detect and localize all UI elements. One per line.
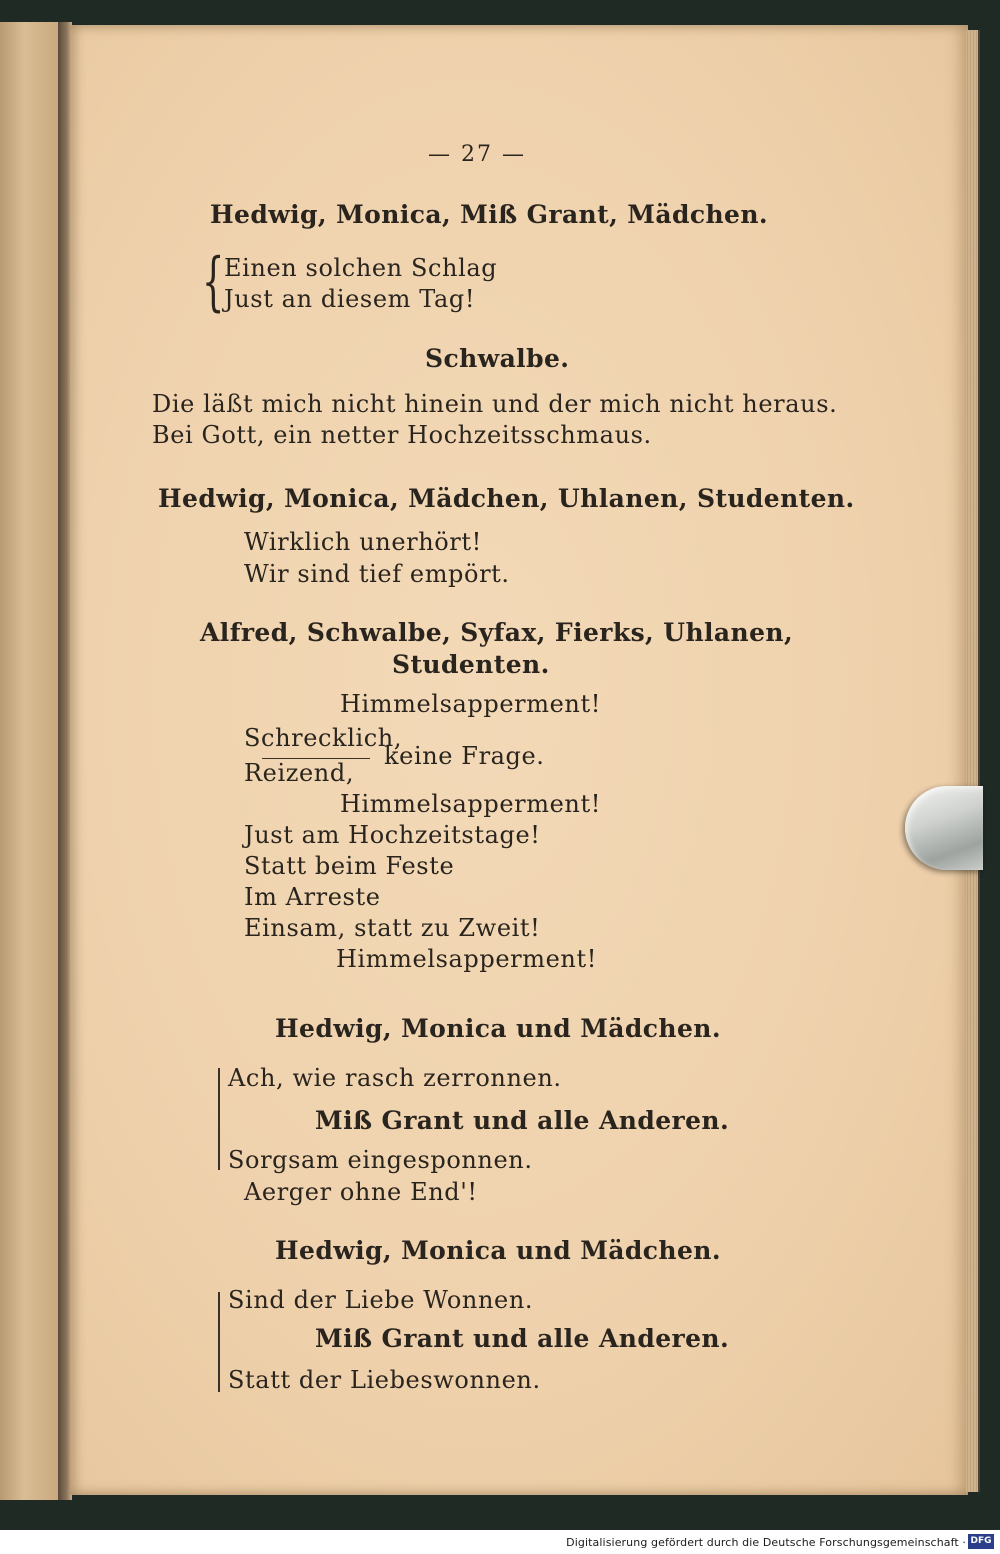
verse-line: Wir sind tief empört.: [244, 560, 510, 588]
verse-line: Himmelsapperment!: [336, 945, 597, 973]
verse-line: Bei Gott, ein netter Hochzeitsschmaus.: [152, 421, 652, 449]
verse-line: Schrecklich,: [244, 724, 403, 752]
speaker-heading: Schwalbe.: [425, 344, 570, 373]
verse-line: Einsam, statt zu Zweit!: [244, 914, 541, 942]
verse-line: Himmelsapperment!: [340, 790, 601, 818]
speaker-heading: Alfred, Schwalbe, Syfax, Fierks, Uhlanen,: [200, 618, 794, 647]
verse-line: Die läßt mich nicht hinein und der mich nicht heraus.: [152, 390, 838, 418]
verse-line: Reizend,: [244, 759, 355, 787]
verse-line: Wirklich unerhört!: [244, 528, 482, 556]
verse-line: Just an diesem Tag!: [224, 285, 476, 313]
verse-line: keine Frage.: [384, 742, 545, 770]
verse-line: Himmelsapperment!: [340, 690, 601, 718]
verse-line: Im Arreste: [244, 883, 381, 911]
verse-line: Ach, wie rasch zerronnen.: [228, 1064, 562, 1092]
speaker-heading-cont: Studenten.: [392, 650, 550, 679]
verse-line: Einen solchen Schlag: [224, 254, 498, 282]
speaker-heading: Hedwig, Monica und Mädchen.: [275, 1236, 721, 1265]
page-stack-edge: [966, 30, 980, 1492]
verse-brace: {: [202, 245, 225, 319]
speaker-heading: Hedwig, Monica, Miß Grant, Mädchen.: [210, 200, 769, 229]
inner-speaker-heading: Miß Grant und alle Anderen.: [315, 1324, 730, 1353]
verse-line: Sind der Liebe Wonnen.: [228, 1286, 534, 1314]
left-page-edge: [0, 22, 62, 1500]
funding-credit: Digitalisierung gefördert durch die Deutsche Forschungsgemeinschaft ·: [566, 1536, 966, 1549]
speaker-heading: Hedwig, Monica, Mädchen, Uhlanen, Studenten.: [158, 484, 855, 513]
page-number: — 27 —: [428, 142, 526, 167]
verse-brace: [218, 1292, 220, 1392]
verse-line: Sorgsam eingesponnen.: [228, 1146, 533, 1174]
verse-line: Just am Hochzeitstage!: [244, 821, 541, 849]
verse-line: Statt beim Feste: [244, 852, 455, 880]
verse-line: Statt der Liebeswonnen.: [228, 1366, 541, 1394]
inner-speaker-heading: Miß Grant und alle Anderen.: [315, 1106, 730, 1135]
verse-brace: [218, 1068, 220, 1170]
page-clip-icon: [905, 786, 983, 870]
dfg-logo: DFG: [968, 1534, 994, 1549]
speaker-heading: Hedwig, Monica und Mädchen.: [275, 1014, 721, 1043]
verse-line: Aerger ohne End'!: [244, 1178, 478, 1206]
